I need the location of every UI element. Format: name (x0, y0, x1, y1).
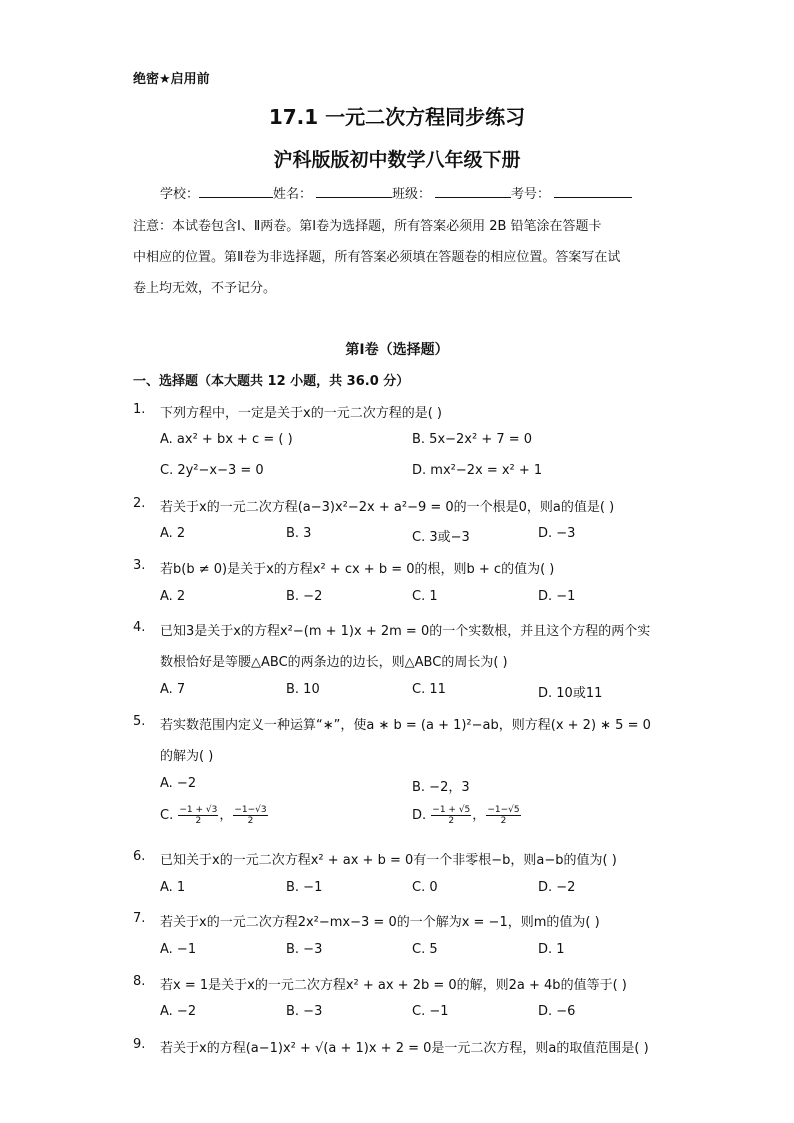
option-b[interactable]: B. −2 (286, 589, 323, 604)
option-a[interactable]: A. 7 (160, 682, 186, 697)
question-text: 若关于x的一元二次方程(a−3)x²−2x + a²−9 = 0的一个根是0，则a的值是( ) (160, 500, 615, 515)
option-d[interactable]: D. mx²−2x = x² + 1 (412, 463, 543, 478)
option-a[interactable]: A. −1 (160, 942, 197, 957)
question-number: 9. (133, 1037, 146, 1052)
question-number: 2. (133, 496, 146, 511)
option-d[interactable]: D. 1 (538, 942, 565, 957)
option-b[interactable]: B. 3 (286, 526, 312, 541)
option-c-label: C. (160, 808, 174, 823)
question-text: 已知关于x的一元二次方程x² + ax + b = 0有一个非零根−b，则a−b的值为( ) (160, 853, 617, 868)
option-a[interactable]: A. 2 (160, 589, 186, 604)
page-subtitle: 沪科版版初中数学八年级下册 (273, 149, 521, 171)
secret-label: 绝密★启用前 (133, 72, 210, 87)
option-c[interactable]: C. 5 (412, 942, 438, 957)
notice-line: 中相应的位置。第Ⅱ卷为非选择题，所有答案必须填在答题卷的相应位置。答案写在试 (133, 250, 621, 265)
question-text: 若b(b ≠ 0)是关于x的方程x² + cx + b = 0的根，则b + c的值为( ) (160, 562, 555, 577)
question-text: 若x = 1是关于x的一元二次方程x² + ax + 2b = 0的解，则2a + 4b的值等于( ) (160, 978, 627, 993)
part-title: 一、选择题（本大题共 12 小题，共 36.0 分） (133, 374, 410, 389)
option-c[interactable]: C. 11 (412, 682, 446, 697)
notice-line: 卷上均无效，不予记分。 (133, 281, 277, 296)
option-d[interactable]: D. $\frac{-1 + √5}{2}$ ， $\frac{-1-√5}{2}$ (412, 805, 520, 826)
option-a[interactable]: A. 1 (160, 880, 186, 895)
option-b[interactable]: B. −3 (286, 942, 323, 957)
fraction: $\frac{-1 + √5}{2}$ (432, 805, 471, 826)
question-number: 3. (133, 558, 146, 573)
option-c[interactable]: C. 0 (412, 880, 438, 895)
school-label: 学校： (160, 187, 200, 202)
question-number: 4. (133, 620, 146, 635)
option-b[interactable]: B. 10 (286, 682, 320, 697)
section-title: 第Ⅰ卷（选择题） (345, 342, 449, 358)
option-b[interactable]: B. −1 (286, 880, 323, 895)
fraction: $\frac{-1 + √3}{2}$ (179, 805, 218, 826)
option-a[interactable]: A. −2 (160, 1004, 197, 1019)
option-d[interactable]: D. 10或11 (538, 686, 603, 701)
option-c[interactable]: C. $\frac{-1 + √3}{2}$ ， $\frac{-1-√3}{2}$ (160, 805, 267, 826)
class-label: 班级： (392, 187, 432, 202)
option-c[interactable]: C. 2y²−x−3 = 0 (160, 463, 264, 478)
question-number: 5. (133, 714, 146, 729)
option-c[interactable]: C. 3或−3 (412, 530, 470, 545)
page-title: 17.1 一元二次方程同步练习 (268, 105, 526, 129)
option-b[interactable]: B. −2，3 (412, 780, 470, 795)
question-number: 6. (133, 849, 146, 864)
option-d[interactable]: D. −3 (538, 526, 576, 541)
fraction: $\frac{-1-√3}{2}$ (234, 805, 267, 826)
name-field[interactable] (316, 185, 392, 198)
exam-no-field[interactable] (554, 185, 632, 198)
student-info-row (160, 183, 632, 202)
option-d[interactable]: D. −1 (538, 589, 576, 604)
fraction: $\frac{-1-√5}{2}$ (487, 805, 520, 826)
option-a[interactable]: A. ax² + bx + c = ( ) (160, 432, 293, 447)
question-number: 1. (133, 402, 146, 417)
question-text: 已知3是关于x的方程x²−(m + 1)x + 2m = 0的一个实数根，并且这个方程的两个实 (160, 624, 651, 639)
question-text: 下列方程中，一定是关于x的一元二次方程的是( ) (160, 406, 442, 421)
notice-line: 注意：本试卷包含Ⅰ、Ⅱ两卷。第Ⅰ卷为选择题，所有答案必须用 2B 铅笔涂在答题卡 (133, 219, 602, 234)
option-d[interactable]: D. −2 (538, 880, 576, 895)
question-number: 7. (133, 911, 146, 926)
question-text: 若实数范围内定义一种运算“∗”，使a ∗ b = (a + 1)²−ab，则方程(x + 2) ∗ 5 = 0 (160, 718, 651, 733)
question-text-cont: 数根恰好是等腰△ABC的两条边的边长，则△ABC的周长为( ) (160, 655, 508, 670)
option-c[interactable]: C. −1 (412, 1004, 449, 1019)
option-b[interactable]: B. 5x−2x² + 7 = 0 (412, 432, 533, 447)
question-text-cont: 的解为( ) (160, 749, 214, 764)
question-text: 若关于x的方程(a−1)x² + √(a + 1)x + 2 = 0是一元二次方程，则a的取值范围是( ) (160, 1041, 649, 1056)
class-field[interactable] (435, 185, 511, 198)
question-text: 若关于x的一元二次方程2x²−mx−3 = 0的一个解为x = −1，则m的值为( ) (160, 915, 600, 930)
question-number: 8. (133, 974, 146, 989)
option-d-label: D. (412, 808, 427, 823)
school-field[interactable] (199, 185, 273, 198)
name-label: 姓名： (273, 187, 313, 202)
option-d[interactable]: D. −6 (538, 1004, 576, 1019)
option-a[interactable]: A. −2 (160, 776, 197, 791)
option-b[interactable]: B. −3 (286, 1004, 323, 1019)
exam-no-label: 考号： (511, 187, 551, 202)
option-a[interactable]: A. 2 (160, 526, 186, 541)
option-c[interactable]: C. 1 (412, 589, 438, 604)
